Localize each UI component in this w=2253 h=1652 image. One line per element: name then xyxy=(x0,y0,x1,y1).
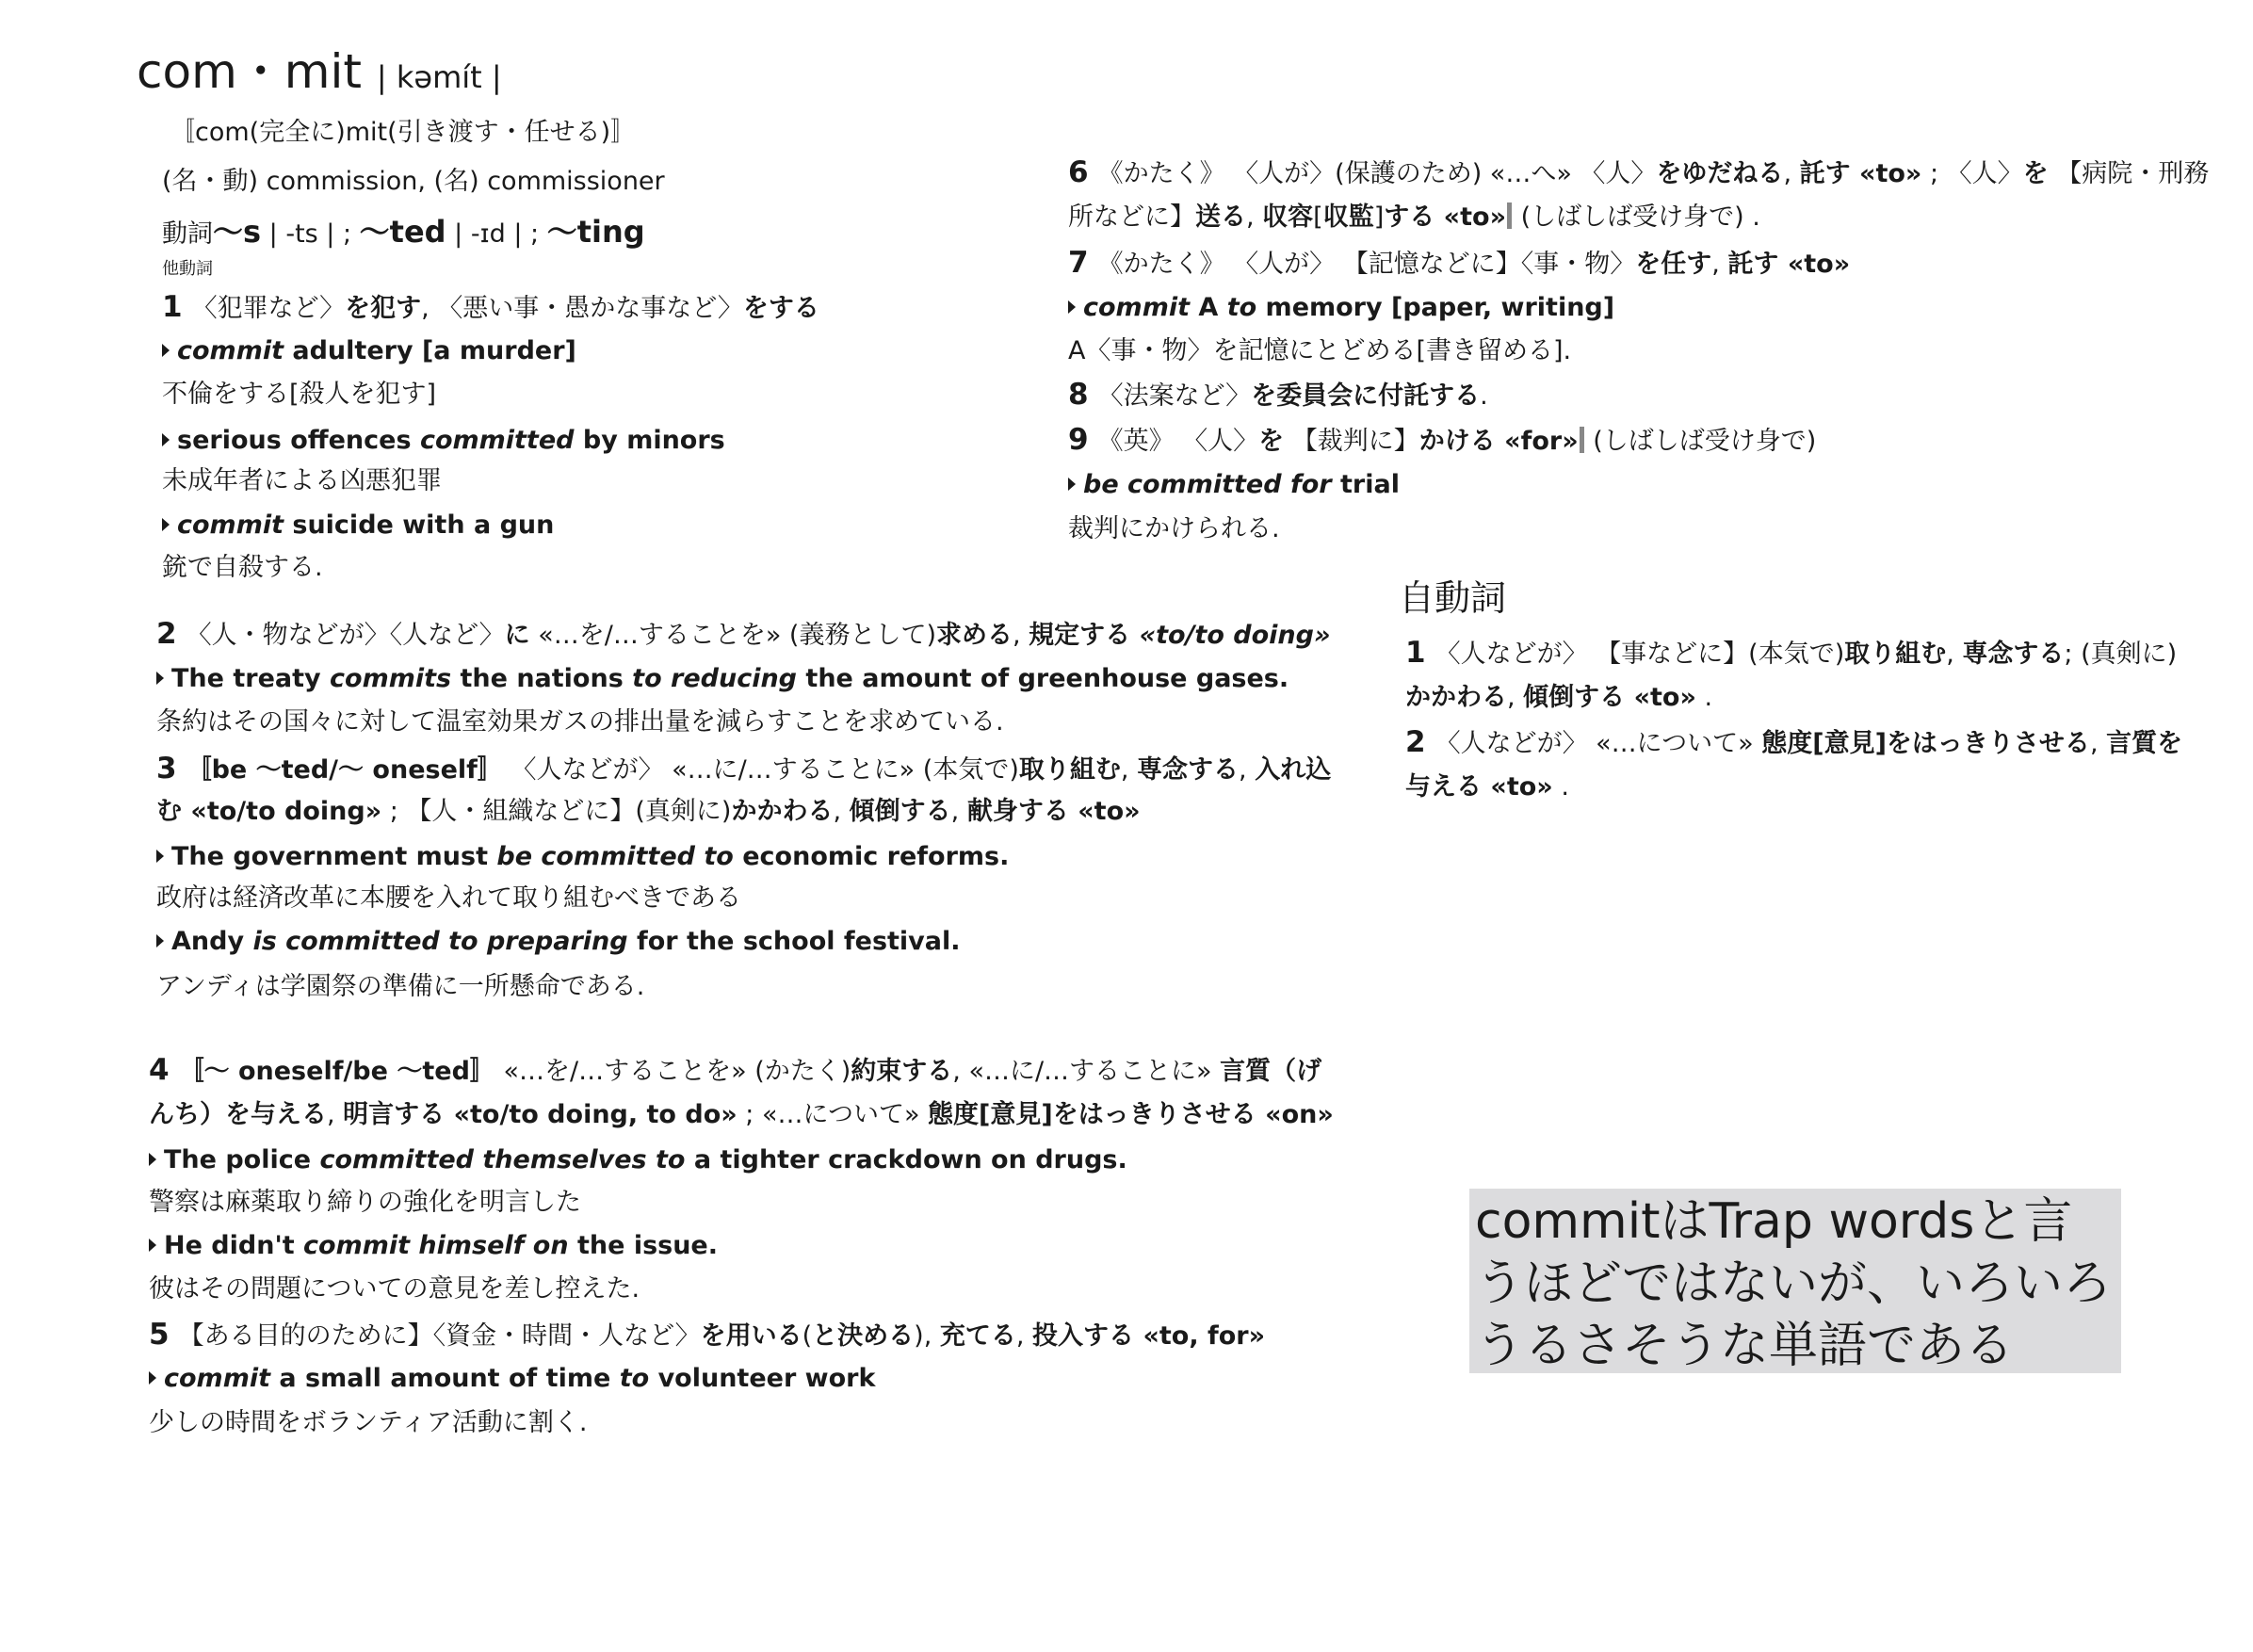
headword-word: com・mit xyxy=(137,44,362,99)
inflections: 動詞〜s | -ts | ; 〜ted | -ɪd | ; 〜ting xyxy=(162,214,645,250)
sense-4-example-1: The police committed themselves to a tighter crackdown on drugs. xyxy=(149,1144,1127,1176)
sense-1-translation-3: 銃で自殺する. xyxy=(162,553,323,582)
sense-3-definition-line-1: 3 〚be 〜ted/〜 oneself〛 〈人などが〉 «…に/…することに» (本気で)取り組む, 専念する, 入れ込 xyxy=(156,752,1332,786)
sense-1-translation-2: 未成年者による凶悪犯罪 xyxy=(162,466,442,495)
pos-transitive: 他動詞 xyxy=(162,259,213,279)
intransitive-1-line-1: 1 〈人などが〉 【事などに】(本気で)取り組む, 専念する; (真剣に) xyxy=(1405,636,2178,670)
intransitive-2-line-1: 2 〈人などが〉 «…について» 態度[意見]をはっきりさせる, 言質を xyxy=(1405,725,2183,759)
note-box: commitはTrap wordsと言うほどではないが、いろいろうるさそうな単語である xyxy=(1469,1189,2121,1373)
sense-9-translation: 裁判にかけられる. xyxy=(1068,514,1280,543)
text-cursor xyxy=(1580,427,1584,453)
sense-4-translation-2: 彼はその問題についての意見を差し控えた. xyxy=(149,1274,640,1304)
sense-6-definition-line-1: 6 《かたく》 〈人が〉(保護のため) «…へ» 〈人〉をゆだねる, 託す «to» ; 〈人〉を 【病院・刑務 xyxy=(1068,155,2210,189)
sense-5-example: commit a small amount of time to volunteer work xyxy=(149,1363,875,1395)
etymology: 〚com(完全に)mit(引き渡す・任せる)〛 xyxy=(170,118,637,147)
sense-2-translation: 条約はその国々に対して温室効果ガスの排出量を減らすことを求めている. xyxy=(156,707,1004,737)
sense-5-definition: 5 【ある目的のために】〈資金・時間・人など〉を用いる(と決める), 充てる, 投入する «to, for» xyxy=(149,1318,1266,1352)
sense-7-translation: A〈事・物〉を記憶にとどめる[書き留める]. xyxy=(1068,336,1572,365)
sense-3-translation-1: 政府は経済改革に本腰を入れて取り組むべきである xyxy=(156,883,741,913)
sense-1-example-3: commit suicide with a gun xyxy=(162,510,554,542)
sense-4-example-2: He didn't commit himself on the issue. xyxy=(149,1230,718,1262)
intransitive-heading: 自動詞 xyxy=(1399,577,1507,619)
sense-9-definition: 9 《英》 〈人〉を 【裁判に】かける «for» (しばしば受け身で) xyxy=(1068,423,1817,457)
sense-3-translation-2: アンディは学園祭の準備に一所懸命である. xyxy=(156,972,645,1001)
sense-6-definition-line-2: 所などに】送る, 収容[収監]する «to» (しばしば受け身で) . xyxy=(1068,202,1760,232)
sense-1-definition: 1 〈犯罪など〉を犯す, 〈悪い事・愚かな事など〉をする xyxy=(162,290,819,324)
intransitive-1-line-2: かかわる, 傾倒する «to» . xyxy=(1405,683,1713,712)
sense-4-translation-1: 警察は麻薬取り締りの強化を明言した xyxy=(149,1188,581,1217)
sense-3-example-1: The government must be committed to economic reforms. xyxy=(156,841,1009,873)
derived-forms: (名・動) commission, (名) commissioner xyxy=(162,167,665,196)
sense-4-definition-line-1: 4 〚〜 oneself/be 〜ted〛 «…を/…することを» (かたく)約束する, «…に/…することに» 言質（げ xyxy=(149,1053,1322,1087)
sense-3-definition-line-2: む «to/to doing» ; 【人・組織などに】(真剣に)かかわる, 傾倒する, 献身する «to» xyxy=(156,797,1141,826)
sense-1-example-1: commit adultery [a murder] xyxy=(162,335,576,367)
sense-2-example: The treaty commits the nations to reducing the amount of greenhouse gases. xyxy=(156,663,1289,695)
headword xyxy=(137,43,502,105)
sense-8-definition: 8 〈法案など〉を委員会に付託する. xyxy=(1068,378,1488,412)
sense-1-example-2: serious offences committed by minors xyxy=(162,425,725,457)
sense-7-example: commit A to memory [paper, writing] xyxy=(1068,292,1614,324)
intransitive-2-line-2: 与える «to» . xyxy=(1405,772,1569,802)
sense-7-definition: 7 《かたく》 〈人が〉 【記憶などに】〈事・物〉を任す, 託す «to» xyxy=(1068,246,1851,280)
sense-9-example: be committed for trial xyxy=(1068,469,1400,501)
sense-2-definition: 2 〈人・物などが〉〈人など〉に «…を/…することを» (義務として)求める, 規定する «to/to doing» xyxy=(156,617,1331,651)
headword-pronunciation: | kəmít | xyxy=(376,59,502,95)
sense-5-translation: 少しの時間をボランティア活動に割く. xyxy=(149,1408,588,1437)
sense-1-translation-1: 不倫をする[殺人を犯す] xyxy=(162,380,437,409)
sense-3-example-2: Andy is committed to preparing for the school festival. xyxy=(156,926,961,958)
sense-4-definition-line-2: んち）を与える, 明言する «to/to doing, to do» ; «…について» 態度[意見]をはっきりさせる «on» xyxy=(149,1100,1334,1129)
text-cursor xyxy=(1507,202,1512,229)
